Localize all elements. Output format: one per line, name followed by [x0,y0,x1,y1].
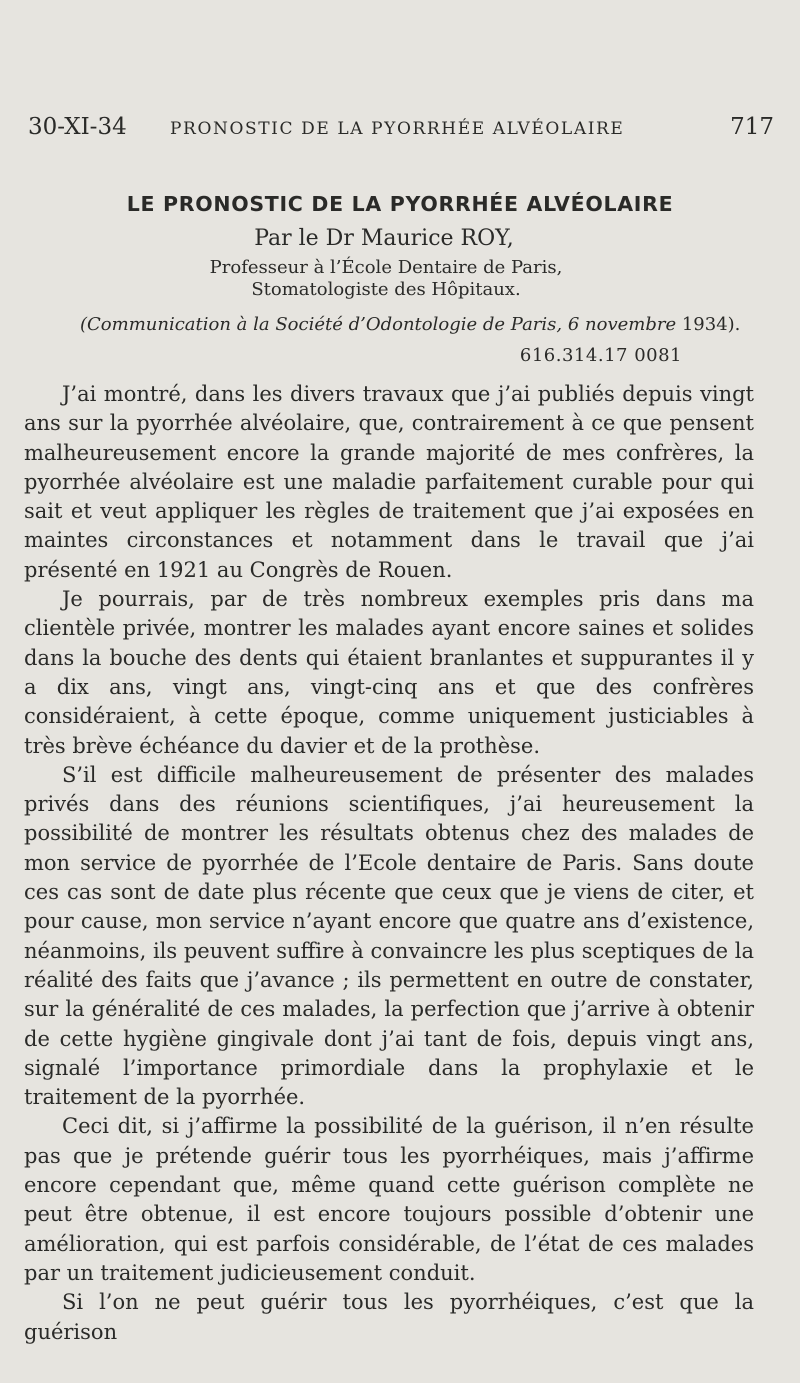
paragraph: J’ai montré, dans les divers travaux que j’ai publiés depuis vingt ans sur la pyorrhée alvéolaire, que, contrairement à ce que pensent malheureusement encore la grande majorité de mes confrères, la pyorrhée alvéolaire est une maladie parfaitement curable pour qui sait et veut appliquer les règles de traitement que j’ai exposées en maintes circonstances et notamment dans le travail que j’ai présenté en 1921 au Congrès de Rouen. [24,382,754,582]
running-head-title: PRONOSTIC DE LA PYORRHÉE ALVÉOLAIRE [170,119,625,139]
communication-note [80,314,740,335]
communication-text: (Communication à la Société d’Odontologie de Paris, 6 novembre [80,314,682,335]
page-number: 717 [730,114,774,140]
author-affiliation-1: Professeur à l’École Dentaire de Paris, [209,257,563,278]
running-head-date: 30-XI-34 [28,114,127,140]
article-title: LE PRONOSTIC DE LA PYORRHÉE ALVÉOLAIRE [126,192,674,216]
running-head [28,114,774,144]
paragraph: Ceci dit, si j’affirme la possibilité de la guérison, il n’en résulte pas que je prétende guérir tous les pyorrhéiques, mais j’affirme encore cependant que, même quand cette guérison complète ne peut être obtenue, il est encore toujours possible d’obtenir une amélioration, qui est parfois considérable, de l’état de ces malades par un traitement judicieusement conduit. [24,1114,754,1285]
classification-number: 616.314.17 0081 [519,345,682,366]
author-affiliation-2: Stomatologiste des Hôpitaux. [251,279,521,300]
paragraph: Je pourrais, par de très nombreux exemples pris dans ma clientèle privée, montrer les malades ayant encore saines et solides dans la bouche des dents qui étaient branlantes et suppurantes il y a dix ans, vingt ans, vingt-cinq ans et que des confrères considéraient, à cette époque, comme uniquement justiciables à très brève échéance du davier et de la prothèse. [24,587,754,758]
paragraph: S’il est difficile malheureusement de présenter des malades privés dans des réunions scientifiques, j’ai heureusement la possibilité de montrer les résultats obtenus chez des malades de mon service de pyorrhée de l’Ecole dentaire de Paris. Sans doute ces cas sont de date plus récente que ceux que je viens de citer, et pour cause, mon service n’ayant encore que quatre ans d’existence, néanmoins, ils peuvent suffire à convaincre les plus sceptiques de la réalité des faits que j’avance ; ils permettent en outre de constater, sur la généralité de ces malades, la perfection que j’arrive à obtenir de cette hygiène gingivale dont j’ai tant de fois, depuis vingt ans, signalé l’importance primordiale dans la prophylaxie et le traitement de la pyorrhée. [24,762,754,1110]
article-body [24,380,754,1347]
communication-year: 1934). [681,314,741,335]
article-byline: Par le Dr Maurice ROY, [254,226,514,251]
paragraph: Si l’on ne peut guérir tous les pyorrhéiques, c’est que la guérison [24,1290,754,1344]
